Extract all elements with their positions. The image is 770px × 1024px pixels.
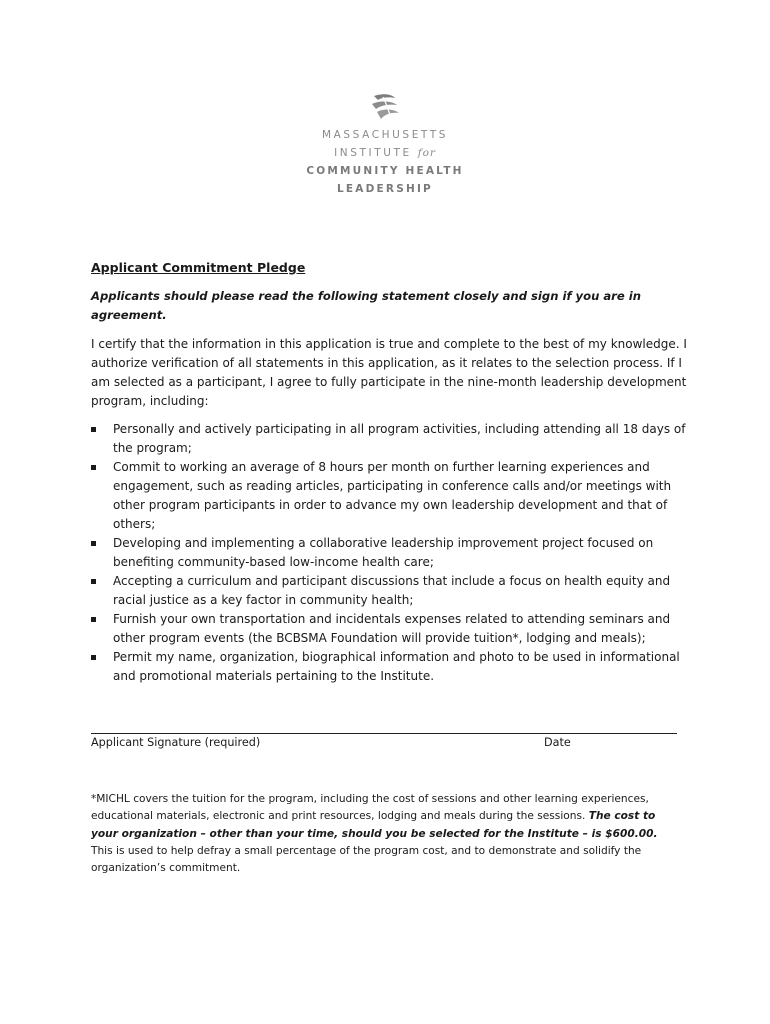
square-bullet-icon [91,541,96,546]
list-item [91,610,691,648]
footnote-text-1: *MICHL covers the tuition for the program, including the cost of sessions and other learning experiences, educational materials, electronic and print resources, lodging and meals during the sessions. [91,793,649,823]
logo-line-massachusetts: MASSACHUSETTS [321,129,449,141]
footnote-cost-emphasis: The cost to your organization – other than your time, should you be selected for the Institute – is $600.00. [91,810,658,840]
certification-paragraph: I certify that the information in this application is true and complete to the best of my knowledge. I authorize verification of all statements in this application, as it relates to the selection process. If I am selected as a participant, I agree to fully participate in the nine-month leadership development program, including: [91,337,687,408]
commitment-list [91,420,691,686]
list-item-text: Permit my name, organization, biographical information and photo to be used in informational and promotional materials pertaining to the Institute. [113,650,680,683]
list-item [91,458,691,534]
square-bullet-icon [91,427,96,432]
logo-institute-word: INSTITUTE [334,147,412,159]
logo-line-community-health: COMMUNITY HEALTH [306,165,464,177]
list-item [91,572,691,610]
list-item-text: Accepting a curriculum and participant discussions that include a focus on health equity and racial justice as a key factor in community health; [113,574,671,607]
tuition-footnote [91,791,681,877]
road-swoosh-icon [368,92,402,122]
signature-line[interactable] [91,733,677,734]
logo-line-institute [300,144,470,162]
logo-for-word: for [417,147,436,159]
signature-label: Applicant Signature (required) [91,736,261,749]
list-item [91,420,691,458]
logo-line-leadership: LEADERSHIP [337,183,433,195]
list-item-text: Commit to working an average of 8 hours per month on further learning experiences and engagement, such as reading articles, participating in conference calls and/or meetings with other program participants in order to advance my own leadership development and that of others; [113,460,672,531]
square-bullet-icon [91,655,96,660]
list-item-text: Developing and implementing a collaborative leadership improvement project focused on benefiting community-based low-income health care; [113,536,654,569]
list-item-text: Personally and actively participating in all program activities, including attending all 18 days of the program; [113,422,686,455]
square-bullet-icon [91,465,96,470]
square-bullet-icon [91,579,96,584]
page-title: Applicant Commitment Pledge [91,260,306,275]
list-item [91,648,691,686]
square-bullet-icon [91,617,96,622]
footnote-text-2: This is used to help defray a small percentage of the program cost, and to demonstrate and solidify the organization’s commitment. [91,844,642,875]
pledge-content [91,258,691,686]
institute-logo [300,92,470,198]
list-item-text: Furnish your own transportation and incidentals expenses related to attending seminars and other program events (the BCBSMA Foundation will provide tuition*, lodging and meals); [113,612,671,645]
instruction-text: Applicants should please read the following statement closely and sign if you are in agreement. [91,289,642,322]
list-item [91,534,691,572]
date-label: Date [544,736,571,749]
